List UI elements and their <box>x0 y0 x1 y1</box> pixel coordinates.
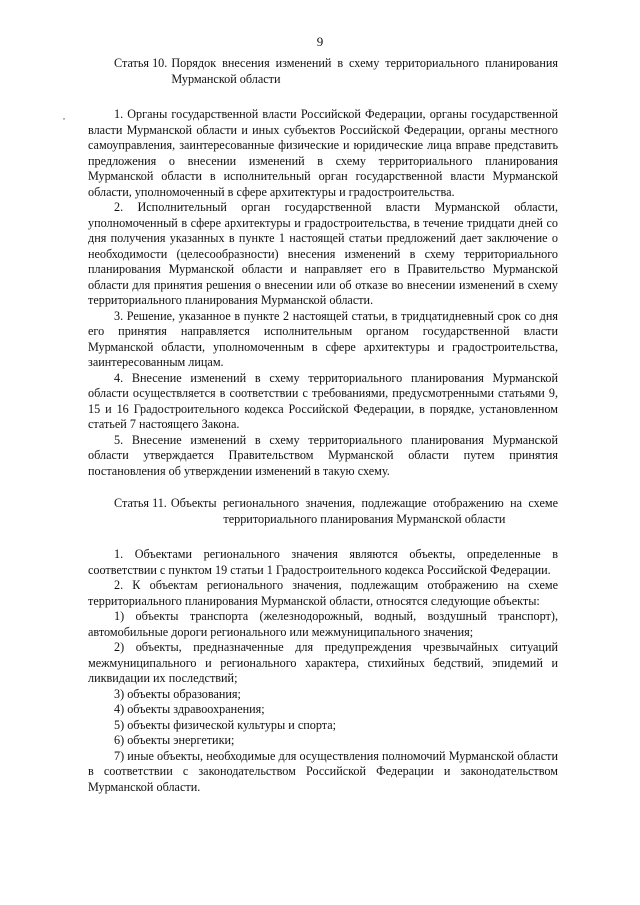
article-11-paragraph-2: 2. К объектам регионального значения, подлежащим отображению на схеме территориального планирования Мурманской области, относятся следующие объекты: <box>88 578 558 608</box>
article-10-heading <box>88 56 558 87</box>
article-11-heading <box>88 496 558 527</box>
article-10-paragraph-1: 1. Органы государственной власти Российской Федерации, органы государственной власти Мурманской области и иных субъектов Российской Федерации, органы местного самоуправления, заинтересованные физические и юридические лица вправе представить предложения о внесении изменений в схему территориального планирования Мурманской области в исполнительный орган государственной власти Мурманской области, уполномоченный в сфере архитектуры и градостроительства. <box>88 107 558 199</box>
article-10-paragraph-3: 3. Решение, указанное в пункте 2 настоящей статьи, в тридцатидневный срок со дня его принятия направляется исполнительным органом государственной власти Мурманской области, уполномоченным в сфере архитектуры и градостроительства, заинтересованным лицам. <box>88 308 558 369</box>
article-11-list-item-6: 6) объекты энергетики; <box>114 733 235 747</box>
article-10-number: Статья 10. <box>114 56 168 70</box>
article-11-list-item-2: 2) объекты, предназначенные для предупреждения чрезвычайных ситуаций межмуниципального и регионального характера, стихийных бедствий, эпидемий и ликвидации их последствий; <box>88 640 558 685</box>
article-11-list-item-3: 3) объекты образования; <box>114 686 241 701</box>
document-body <box>88 56 558 795</box>
article-11-list-item-7: 7) иные объекты, необходимые для осуществления полномочий Мурманской области в соответствии с законодательством Российской Федерации и законодательством Мурманской области. <box>88 748 558 794</box>
article-10-paragraph-4: 4. Внесение изменений в схему территориального планирования Мурманской области осуществляется в соответствии с требованиями, предусмотренными статьями 9, 15 и 16 Градостроительного кодекса Российской Федерации, в порядке, установленном статьей 7 настоящего Закона. <box>88 370 558 431</box>
article-10-paragraph-5: 5. Внесение изменений в схему территориального планирования Мурманской области утверждается Правительством Мурманской области путем принятия постановления об утверждении изменений в такую схему. <box>88 432 558 478</box>
article-10-title: Порядок внесения изменений в схему территориального планирования Мурманской области <box>171 56 558 86</box>
article-11-title: Объекты регионального значения, подлежащие отображению на схеме территориального планирования Мурманской области <box>170 496 558 526</box>
article-11-list-item-4: 4) объекты здравоохранения; <box>114 702 265 716</box>
scan-mark: ˙ <box>62 115 66 129</box>
article-11-list-item-1: 1) объекты транспорта (железнодорожный, водный, воздушный транспорт), автомобильные дороги регионального или межмуниципального значения; <box>88 609 558 639</box>
article-11-paragraph-1: 1. Объектами регионального значения являются объекты, определенные в соответствии с пунктом 19 статьи 1 Градостроительного кодекса Российской Федерации. <box>88 547 558 577</box>
article-10-paragraph-2: 2. Исполнительный орган государственной власти Мурманской области, уполномоченный в сфере архитектуры и градостроительства, в течение тридцати дней со дня получения указанных в пункте 1 настоящей статьи предложений дает заключение о необходимости (целесообразности) внесения изменений в схему территориального планирования Мурманской области и направляет его в Правительство Мурманской области для принятия решения о внесении или об отказе во внесении изменений в схему территориального планирования Мурманской области. <box>88 200 558 307</box>
page-number: 9 <box>316 34 324 49</box>
article-11-list-item-5: 5) объекты физической культуры и спорта; <box>114 717 337 732</box>
article-11-number: Статья 11. <box>114 496 167 510</box>
